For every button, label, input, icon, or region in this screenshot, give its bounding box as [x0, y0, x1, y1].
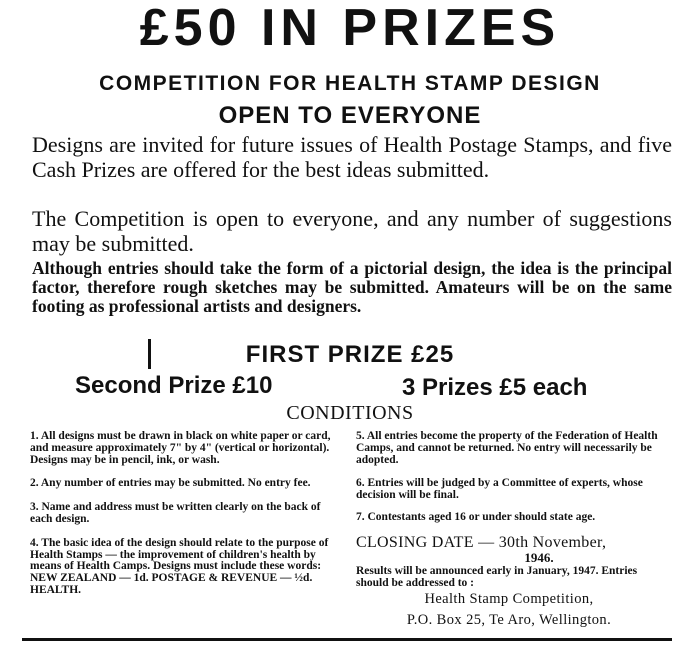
entries-paragraph: Although entries should take the form of a pictorial design, the idea is the principal factor, therefore rough sketches may be submitted. Amateurs will be on the same footing as professional artists and designers. — [32, 258, 672, 316]
headline: £50 IN PRIZES — [139, 0, 561, 57]
condition-item: 2. Any number of entries may be submitted. No entry fee. — [30, 477, 311, 490]
intro-paragraph: Designs are invited for future issues of Health Postage Stamps, and five Cash Prizes are offered for the best ideas submitted. — [32, 132, 672, 182]
bottom-rule — [22, 638, 672, 641]
third-prizes: 3 Prizes £5 each — [402, 374, 588, 401]
conditions-left-column — [30, 431, 342, 609]
condition-item: 5. All entries become the property of the Federation of Health Camps, and cannot be returned. No entry will necessarily be adopted. — [356, 430, 658, 466]
second-prize: Second Prize £10 — [75, 372, 273, 399]
open-paragraph: The Competition is open to everyone, and any number of suggestions may be submitted. — [32, 206, 672, 256]
open-to-everyone-line: OPEN TO EVERYONE — [218, 102, 482, 129]
closing-date: CLOSING DATE — 30th November, — [356, 533, 607, 551]
conditions-right-column — [356, 431, 662, 631]
condition-item: 1. All designs must be drawn in black on white paper or card, and measure approximately 7" by 4" (vertical or horizontal). Designs may be in pencil, ink, or wash. — [30, 430, 331, 466]
condition-item: 6. Entries will be judged by a Committee of experts, whose decision will be final. — [356, 477, 643, 502]
condition-item: 4. The basic idea of the design should relate to the purpose of Health Stamps — the improvement of children's health by means of Health Camps. Designs must include these words: NEW ZEALAND — 1d. POSTAGE & REVENUE — ½d. HEALTH. — [30, 536, 329, 596]
conditions-title: CONDITIONS — [286, 402, 414, 424]
address-line-1: Health Stamp Competition, — [424, 591, 594, 608]
address-line-2: P.O. Box 25, Te Aro, Wellington. — [406, 612, 612, 629]
first-prize: FIRST PRIZE £25 — [245, 341, 455, 368]
condition-item: 7. Contestants aged 16 or under should state age. — [356, 510, 596, 523]
results-notice: Results will be announced early in January, 1947. Entries should be addressed to : — [356, 564, 638, 589]
condition-item: 3. Name and address must be written clearly on the back of each design. — [30, 501, 321, 525]
competition-subheading: COMPETITION FOR HEALTH STAMP DESIGN — [99, 72, 601, 95]
closing-year: 1946. — [524, 549, 554, 565]
